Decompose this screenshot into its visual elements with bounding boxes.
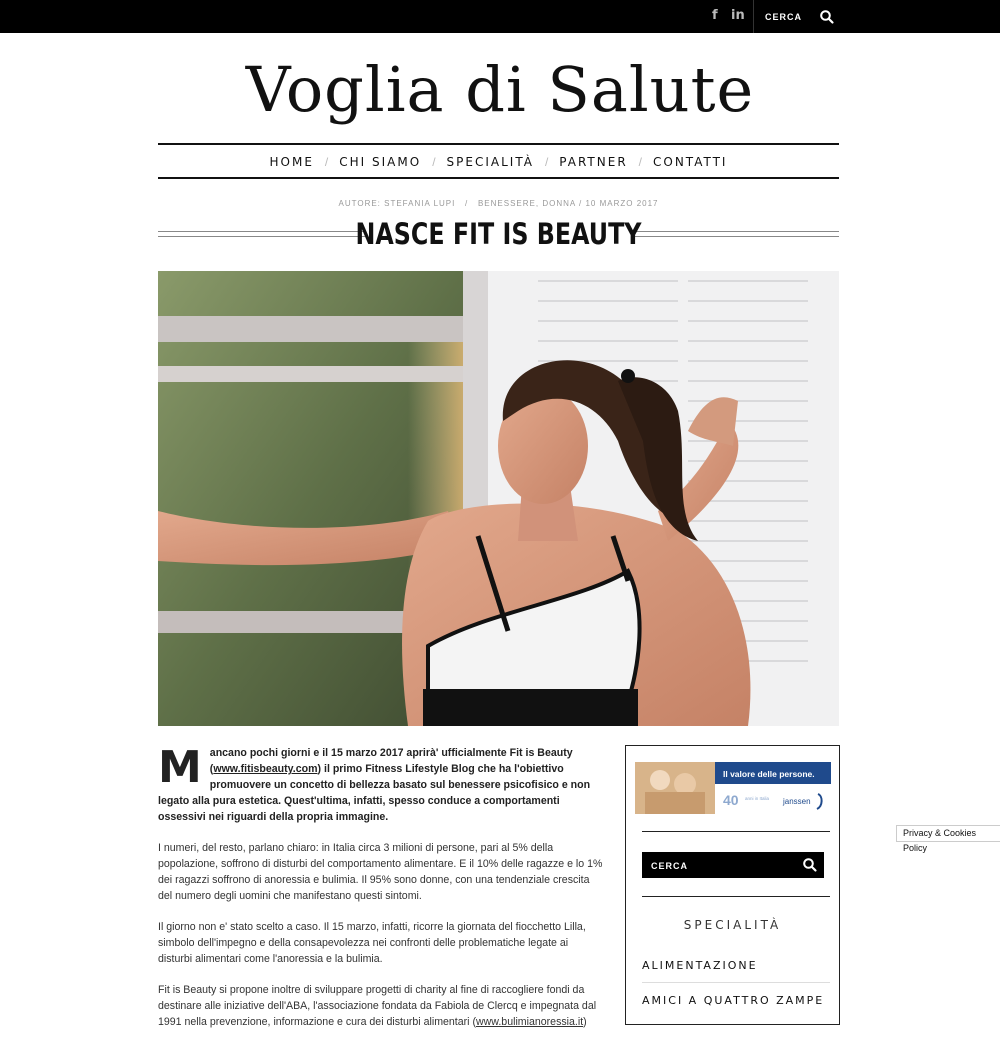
lead-text: ancano pochi giorni e il 15 marzo 2017 aprirà' ufficialmente Fit is Beauty ( <box>209 747 573 775</box>
ad-years: 40 <box>723 792 739 808</box>
search-icon[interactable] <box>819 9 835 25</box>
meta-separator: / <box>579 199 586 208</box>
privacy-cookies-tab[interactable]: Privacy & Cookies Policy <box>896 825 1000 842</box>
sidebar-item-amici-a-quattro-zampe[interactable]: AMICI A QUATTRO ZAMPE <box>642 994 825 1007</box>
ad-brand: janssen <box>783 797 811 806</box>
ad-tagline: Il valore delle persone. <box>723 769 815 779</box>
specialita-heading: SPECIALITÀ <box>683 918 782 932</box>
nav-rule-bottom <box>158 177 839 179</box>
nav-rule-top <box>158 143 839 145</box>
sidebar <box>625 745 840 1025</box>
article-paragraph <box>158 982 603 1030</box>
nav-item-contatti[interactable]: CONTATTI <box>653 154 728 169</box>
nav-separator: / <box>432 154 436 169</box>
sidebar-search-box[interactable] <box>642 852 824 878</box>
nav-separator: / <box>638 154 642 169</box>
article-lead <box>158 742 603 825</box>
ad-years-sub: anni in Italia <box>745 796 770 801</box>
nav-item-specialita[interactable]: SPECIALITÀ <box>446 154 534 169</box>
dropcap: M <box>158 742 202 793</box>
lead-text-continued: ) il primo Fitness Lifestyle Blog che ha l'obiettivo promuovere un concetto di bellezza basato sul benessere psicofisico e non legato alla pura estetica. Quest'ultima, infatti, spesso conduce a comportamenti ossessivi nei riguardi della propria immagine. <box>158 763 591 823</box>
article-paragraph: Il giorno non e' stato scelto a caso. Il 15 marzo, infatti, ricorre la giornata del fiocchetto Lilla, simbolo dell'impegno e della consapevolezza nei confronti delle problematiche legate ai disturbi alimentari come l'anoressia e la bulimia. <box>158 921 586 965</box>
article-body <box>158 742 603 1045</box>
linkedin-icon[interactable]: in <box>731 8 745 23</box>
top-search-input[interactable]: CERCA <box>765 12 803 22</box>
nav-separator: / <box>544 154 549 169</box>
paragraph-text: Fit is Beauty si propone inoltre di sviluppare progetti di charity al fine di raccogliere fondi da destinare alle iniziative dell'ABA, l'associazione fondata da Fabiola de Clercq e impegnata dal 1991 nella prevenzione, informazione e cura dei disturbi alimentari ( <box>158 984 597 1028</box>
post-title: NASCE FIT IS BEAUTY <box>355 217 642 251</box>
bulimianoressia-link[interactable]: www.bulimianoressia.it <box>476 1016 584 1028</box>
post-author[interactable]: AUTORE: STEFANIA LUPI <box>338 199 456 208</box>
article-paragraph: I numeri, del resto, parlano chiaro: in Italia circa 3 milioni di persone, pari al 5% della popolazione, soffrono di disturbi del comportamento alimentare. E il 10% delle ragazze e lo 1% dei ragazzi soffrono di anoressia e bulimia. Il 95% sono donne, con una tendenziale crescita del numero degli uomini che manifestano questi sintomi. <box>158 842 603 902</box>
meta-separator: / <box>458 199 475 208</box>
nav-separator: / <box>324 154 329 169</box>
post-date: 10 MARZO 2017 <box>585 199 659 208</box>
sidebar-divider <box>642 896 830 897</box>
sidebar-search-input[interactable]: CERCA <box>651 861 689 871</box>
paragraph-text-end: ) <box>583 1016 587 1028</box>
fitisbeauty-link[interactable]: www.fitisbeauty.com <box>213 763 318 775</box>
nav-item-home[interactable]: HOME <box>269 154 314 169</box>
main-nav <box>158 146 839 177</box>
search-icon[interactable] <box>802 857 818 873</box>
sidebar-item-alimentazione[interactable]: ALIMENTAZIONE <box>642 959 758 972</box>
nav-item-partner[interactable]: PARTNER <box>559 154 628 169</box>
sidebar-item-divider <box>642 982 830 983</box>
post-categories[interactable]: BENESSERE, DONNA <box>477 199 576 208</box>
sidebar-divider <box>642 831 830 832</box>
post-title-block <box>158 212 839 256</box>
site-logo[interactable]: Voglia di Salute <box>245 53 755 126</box>
facebook-icon[interactable]: f <box>712 8 718 23</box>
top-bar <box>0 0 1000 33</box>
top-bar-divider <box>753 0 754 33</box>
nav-item-chi-siamo[interactable]: CHI SIAMO <box>339 154 422 169</box>
post-meta <box>158 199 839 208</box>
hero-image <box>158 271 839 726</box>
janssen-ad-banner[interactable] <box>635 762 831 814</box>
